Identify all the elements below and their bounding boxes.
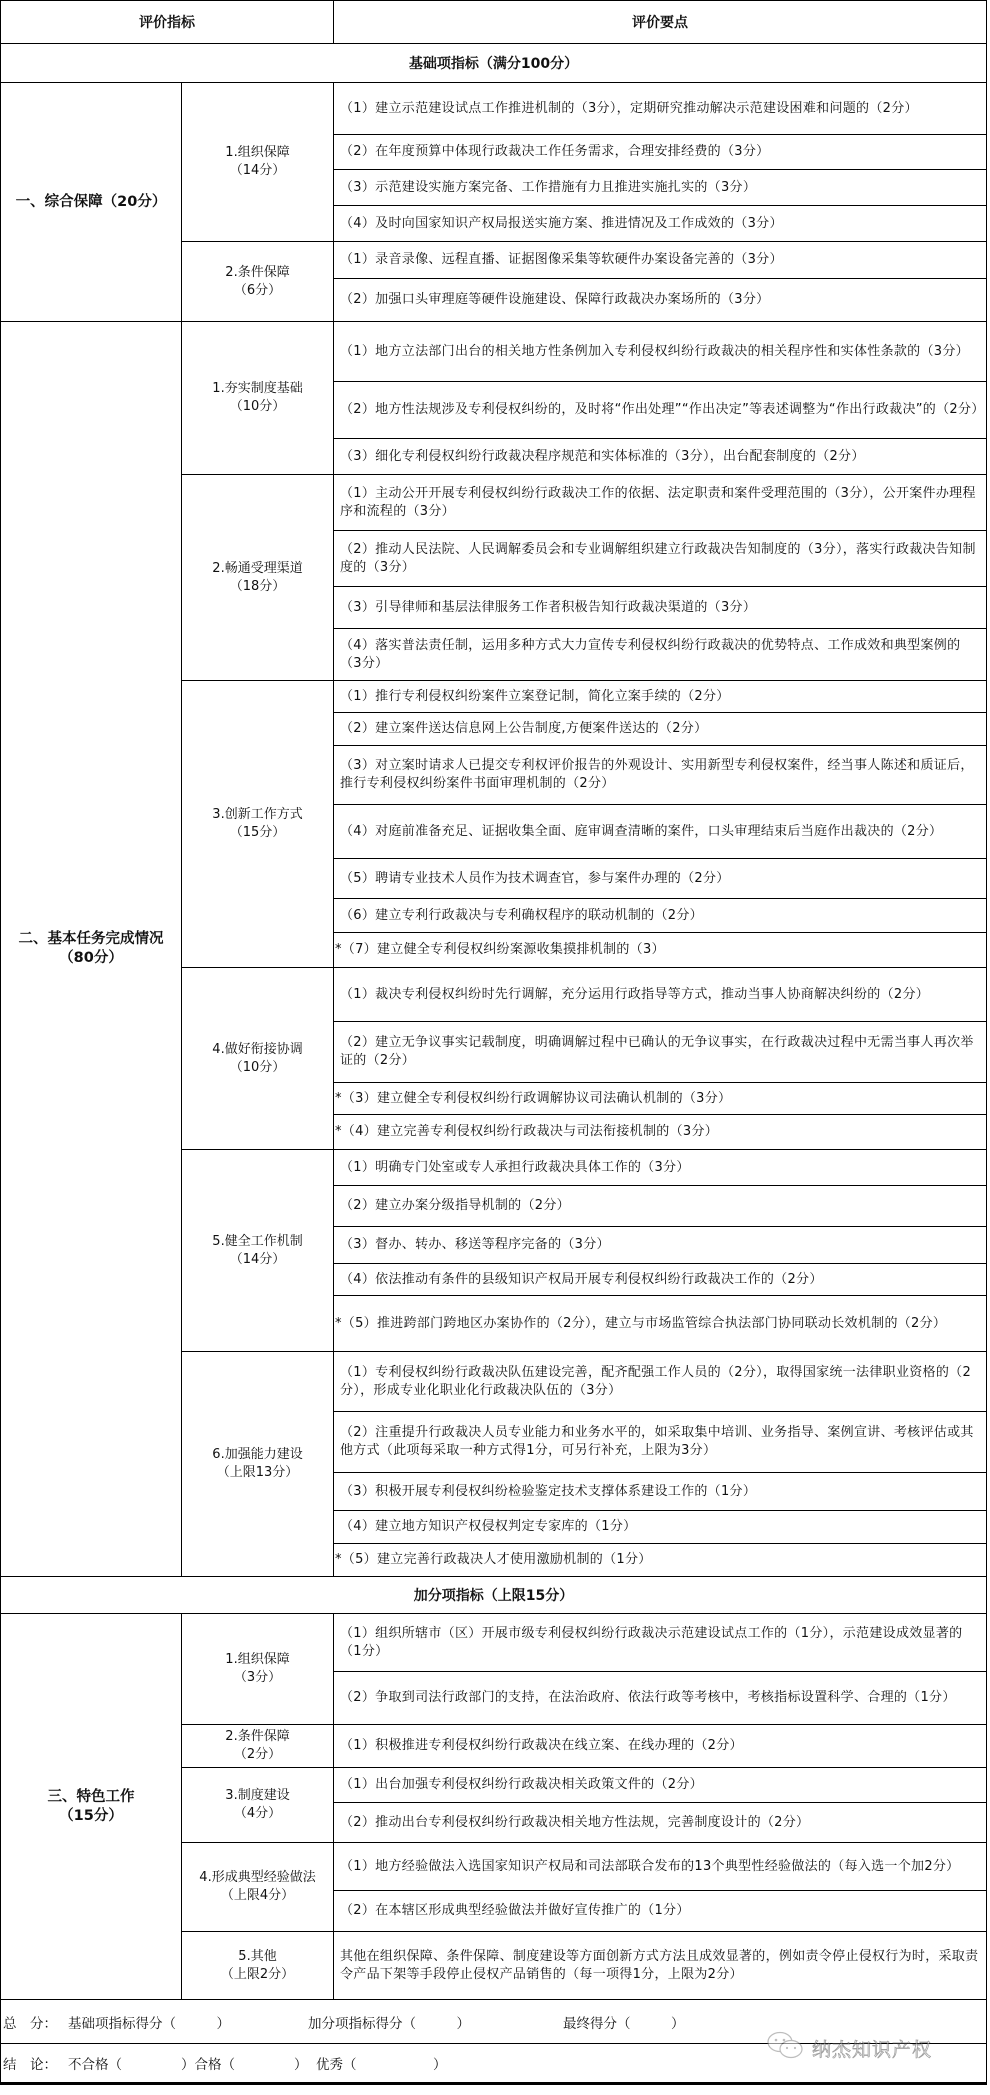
header-points: 评价要点 — [334, 1, 987, 44]
subcategory-score: （15分） — [229, 825, 286, 840]
subcategory-name: 5.健全工作机制 — [212, 1233, 303, 1249]
conclusion-label: 结 论： — [3, 2057, 57, 2073]
criterion-item: （2）建立案件送达信息网上公告制度,方便案件送达的（2分） — [334, 713, 987, 746]
subcategory-cell — [182, 1768, 334, 1843]
criterion-item: （2）地方性法规涉及专利侵权纠纷的，及时将“作出处理”“作出决定”等表述调整为“作出行政裁决”的（2分） — [334, 382, 987, 439]
category-cell — [1, 322, 182, 1577]
category-label: 一、综合保障（20分） — [15, 193, 167, 210]
criterion-item: （4）建立地方知识产权侵权判定专家库的（1分） — [334, 1511, 987, 1544]
criterion-item: 其他在组织保障、条件保障、制度建设等方面创新方式方法且成效显著的，例如责令停止侵权行为时，采取责令产品下架等手段停止侵权产品销售的（每一项得1分，上限为2分） — [334, 1932, 987, 2000]
table-row — [1, 322, 987, 382]
subcategory-name: 3.创新工作方式 — [212, 807, 303, 822]
criterion-item: （6）建立专利行政裁决与专利确权程序的联动机制的（2分） — [334, 899, 987, 933]
subcategory-score: （14分） — [229, 1251, 286, 1267]
wechat-icon — [766, 2030, 806, 2066]
subcategory-cell — [182, 475, 334, 681]
subcategory-cell — [182, 1352, 334, 1577]
criterion-item: （1）主动公开开展专利侵权纠纷行政裁决工作的依据、法定职责和案件受理范围的（3分），公开案件办理程序和流程的（3分） — [334, 475, 987, 531]
criterion-item: （1）出台加强专利侵权纠纷行政裁决相关政策文件的（2分） — [334, 1768, 987, 1803]
criterion-item: （2）建立无争议事实记载制度，明确调解过程中已确认的无争议事实，在行政裁决过程中无需当事人再次举证的（2分） — [334, 1022, 987, 1083]
criterion-item: （4）依法推动有条件的县级知识产权局开展专利侵权纠纷行政裁决工作的（2分） — [334, 1264, 987, 1296]
criterion-item: （3）示范建设实施方案完备、工作措施有力且推进实施扎实的（3分） — [334, 170, 987, 206]
criterion-item: （2）在本辖区形成典型经验做法并做好宣传推广的（1分） — [334, 1891, 987, 1932]
criterion-item: *（3）建立健全专利侵权纠纷行政调解协议司法确认机制的（3分） — [334, 1083, 987, 1115]
criterion-item: （5）聘请专业技术人员作为技术调查官，参与案件办理的（2分） — [334, 859, 987, 899]
subcategory-name: 5.其他 — [238, 1948, 277, 1964]
criterion-item: （1）地方经验做法入选国家知识产权局和司法部联合发布的13个典型性经验做法的（每入选一个加2分） — [334, 1843, 987, 1891]
criterion-item: （1）建立示范建设试点工作推进机制的（3分），定期研究推动解决示范建设困难和问题的（2分） — [334, 83, 987, 135]
criterion-item: （3）引导律师和基层法律服务工作者积极告知行政裁决渠道的（3分） — [334, 587, 987, 629]
subcategory-score: （10分） — [229, 399, 286, 414]
criterion-item: （2）推动人民法院、人民调解委员会和专业调解组织建立行政裁决告知制度的（3分），落实行政裁决告知制度的（3分） — [334, 531, 987, 587]
criterion-item: *（7）建立健全专利侵权纠纷案源收集摸排机制的（3） — [334, 933, 987, 968]
category-cell — [1, 1614, 182, 2000]
subcategory-score: （4分） — [233, 1806, 282, 1821]
subcategory-score: （上限2分） — [220, 1966, 295, 1982]
final-score-field[interactable]: 最终得分（ ） — [563, 2015, 685, 2032]
section-basic-title: 基础项指标（满分100分） — [1, 44, 987, 83]
excellent-option[interactable]: 优秀（ — [316, 2057, 357, 2073]
subcategory-name: 1.组织保障 — [225, 1652, 290, 1667]
criterion-item: （2）加强口头审理庭等硬件设施建设、保障行政裁决办案场所的（3分） — [334, 279, 987, 322]
table-row — [1, 83, 987, 135]
bonus-score-field[interactable]: 加分项指标得分（ ） — [308, 2015, 470, 2032]
subcategory-cell — [182, 1614, 334, 1725]
subcategory-cell — [182, 1150, 334, 1352]
criterion-item: （2）推动出台专利侵权纠纷行政裁决相关地方性法规，完善制度设计的（2分） — [334, 1803, 987, 1843]
total-label: 总 分： — [3, 2015, 57, 2032]
criterion-item: （4）及时向国家知识产权局报送实施方案、推进情况及工作成效的（3分） — [334, 206, 987, 242]
subcategory-cell — [182, 1725, 334, 1768]
header-indicator: 评价指标 — [1, 1, 334, 44]
subcategory-score: （3分） — [233, 1670, 282, 1685]
criterion-item: （4）落实普法责任制，运用多种方式大力宣传专利侵权纠纷行政裁决的优势特点、工作成效和典型案例的（3分） — [334, 629, 987, 681]
section-bonus-row — [1, 1577, 987, 1614]
subcategory-name: 1.组织保障 — [225, 145, 290, 160]
pass-option[interactable]: ）合格（ — [181, 2057, 235, 2073]
category-score: （15分） — [59, 1807, 123, 1824]
category-label: 三、特色工作 — [47, 1788, 135, 1805]
subcategory-cell — [182, 968, 334, 1150]
basic-score-field[interactable]: 基础项指标得分（ ） — [68, 2015, 230, 2032]
subcategory-score: （18分） — [229, 578, 286, 594]
watermark — [766, 2030, 966, 2066]
subcategory-name: 2.畅通受理渠道 — [212, 560, 303, 576]
criterion-item: （1）组织所辖市（区）开展市级专利侵权纠纷行政裁决示范建设试点工作的（1分），示范建设成效显著的（1分） — [334, 1614, 987, 1672]
subcategory-cell — [182, 681, 334, 968]
subcategory-score: （上限13分） — [216, 1465, 299, 1480]
subcategory-name: 3.制度建设 — [225, 1788, 290, 1803]
section-basic-row — [1, 44, 987, 83]
criterion-item: （3）督办、转办、移送等程序完备的（3分） — [334, 1227, 987, 1264]
criterion-item: （2）在年度预算中体现行政裁决工作任务需求，合理安排经费的（3分） — [334, 135, 987, 170]
criterion-item: （1）专利侵权纠纷行政裁决队伍建设完善，配齐配强工作人员的（2分），取得国家统一法律职业资格的（2分），形成专业化职业化行政裁决队伍的（3分） — [334, 1352, 987, 1412]
criterion-item: *（5）建立完善行政裁决人才使用激励机制的（1分） — [334, 1544, 987, 1577]
table-header-row — [1, 1, 987, 44]
criterion-item: （3）积极开展专利侵权纠纷检验鉴定技术支撑体系建设工作的（1分） — [334, 1473, 987, 1511]
subcategory-cell — [182, 83, 334, 242]
subcategory-score: （2分） — [233, 1747, 282, 1762]
subcategory-score: （14分） — [229, 163, 286, 178]
subcategory-name: 2.条件保障 — [225, 264, 290, 280]
excellent-close: ） — [433, 2057, 447, 2073]
criterion-item: （1）录音录像、远程直播、证据图像采集等软硬件办案设备完善的（3分） — [334, 242, 987, 279]
subcategory-score: （上限4分） — [220, 1888, 295, 1903]
subcategory-name: 4.做好衔接协调 — [212, 1041, 303, 1057]
section-bonus-title: 加分项指标（上限15分） — [1, 1577, 987, 1614]
criterion-item: *（5）推进跨部门跨地区办案协作的（2分），建立与市场监管综合执法部门协同联动长效机制的（2分） — [334, 1296, 987, 1352]
category-cell — [1, 83, 182, 322]
subcategory-name: 1.夯实制度基础 — [212, 381, 303, 396]
criterion-item: （3）对立案时请求人已提交专利权评价报告的外观设计、实用新型专利侵权案件，经当事人陈述和质证后，推行专利侵权纠纷案件书面审理机制的（2分） — [334, 746, 987, 805]
criterion-item: （3）细化专利侵权纠纷行政裁决程序规范和实体标准的（3分），出台配套制度的（2分） — [334, 439, 987, 475]
criterion-item: （1）积极推进专利侵权纠纷行政裁决在线立案、在线办理的（2分） — [334, 1725, 987, 1768]
criterion-item: *（4）建立完善专利侵权纠纷行政裁决与司法衔接机制的（3分） — [334, 1115, 987, 1150]
subcategory-score: （10分） — [229, 1059, 286, 1075]
category-label: 二、基本任务完成情况 — [18, 931, 164, 947]
pass-close: ） — [294, 2057, 308, 2073]
subcategory-name: 6.加强能力建设 — [212, 1447, 303, 1462]
watermark-text: 纳杰知识产权 — [812, 2038, 933, 2061]
subcategory-cell — [182, 322, 334, 475]
subcategory-cell — [182, 242, 334, 322]
category-score: （80分） — [59, 950, 123, 966]
subcategory-cell — [182, 1843, 334, 1932]
subcategory-cell — [182, 1932, 334, 2000]
table-row — [1, 1614, 987, 1672]
criterion-item: （2）争取到司法行政部门的支持，在法治政府、依法行政等考核中，考核指标设置科学、合理的（1分） — [334, 1672, 987, 1725]
criterion-item: （1）地方立法部门出台的相关地方性条例加入专利侵权纠纷行政裁决的相关程序性和实体性条款的（3分） — [334, 322, 987, 382]
criterion-item: （4）对庭前准备充足、证据收集全面、庭审调查清晰的案件，口头审理结束后当庭作出裁决的（2分） — [334, 805, 987, 859]
criterion-item: （2）注重提升行政裁决人员专业能力和业务水平的，如采取集中培训、业务指导、案例宣讲、考核评估或其他方式（此项每采取一种方式得1分，可另行补充，上限为3分） — [334, 1412, 987, 1473]
criterion-item: （1）推行专利侵权纠纷案件立案登记制，简化立案手续的（2分） — [334, 681, 987, 713]
subcategory-name: 2.条件保障 — [225, 1729, 290, 1744]
criterion-item: （1）裁决专利侵权纠纷时先行调解，充分运用行政指导等方式，推动当事人协商解决纠纷的（2分） — [334, 968, 987, 1022]
fail-option[interactable]: 不合格（ — [68, 2057, 122, 2073]
criterion-item: （1）明确专门处室或专人承担行政裁决具体工作的（3分） — [334, 1150, 987, 1186]
criterion-item: （2）建立办案分级指导机制的（2分） — [334, 1186, 987, 1227]
subcategory-name: 4.形成典型经验做法 — [199, 1870, 316, 1885]
subcategory-score: （6分） — [233, 282, 282, 298]
